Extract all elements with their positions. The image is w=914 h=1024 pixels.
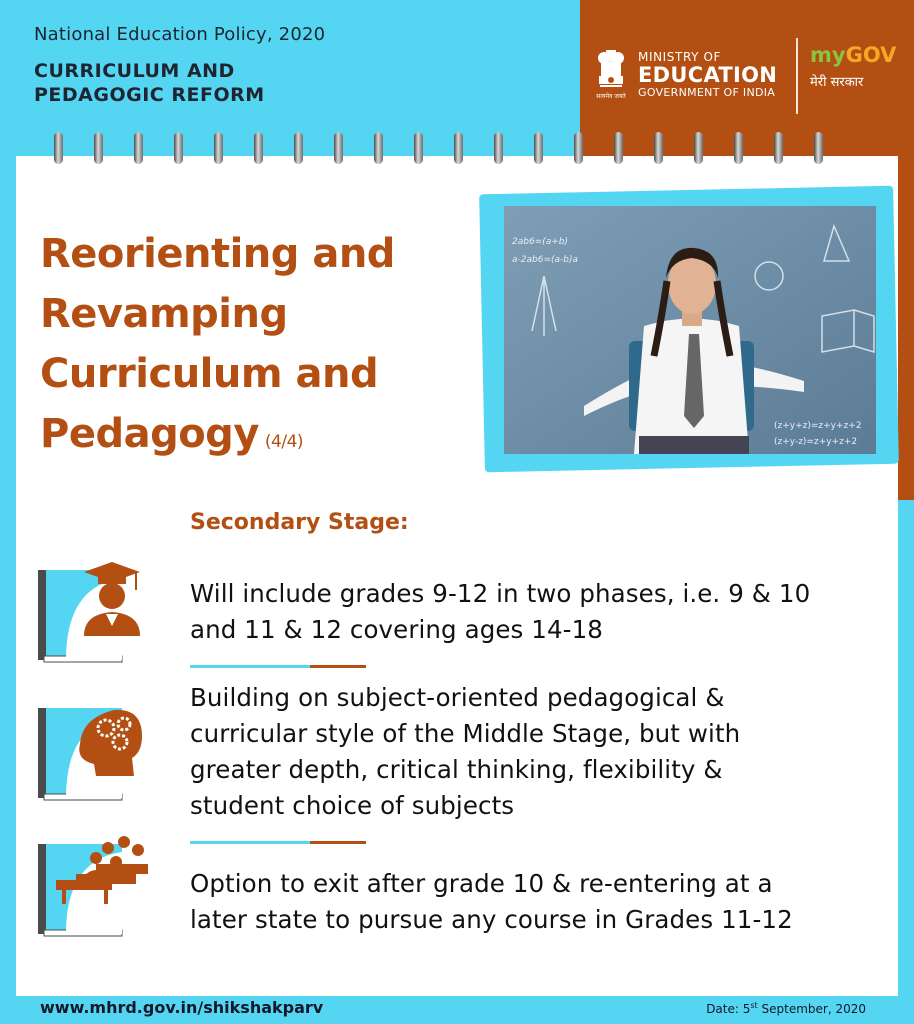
svg-text:(z+y-z)=z+y+z+2: (z+y-z)=z+y+z+2 [774, 437, 858, 447]
title-line2: Revamping [40, 291, 288, 337]
svg-text:a-2ab6=(a-b)a: a-2ab6=(a-b)a [512, 255, 578, 265]
mygov-gov: GOV [845, 43, 897, 67]
section-heading: Secondary Stage: [190, 510, 409, 535]
mygov-my: my [810, 43, 846, 67]
header-title-line1: CURRICULUM AND [34, 60, 235, 82]
page-title [40, 224, 440, 472]
mygov-logo [810, 44, 896, 90]
header-title-line2: PEDAGOGIC REFORM [34, 84, 265, 106]
ministry-line2: EDUCATION [638, 63, 778, 87]
list-item-text-2: Building on subject-oriented pedagogical & curricular style of the Middle Stage, but with greater depth, critical thinking, flexibility & student choice of subjects [190, 683, 741, 820]
title-line1: Reorienting and [40, 231, 395, 277]
ministry-line1: MINISTRY OF [638, 50, 722, 64]
svg-text:2ab6=(a+b): 2ab6=(a+b) [512, 237, 569, 247]
spiral-binding [54, 132, 834, 168]
footer-date: Date: 5st September, 2020 [706, 1001, 866, 1016]
classroom-icon [36, 830, 154, 940]
ministry-line3: GOVERNMENT OF INDIA [638, 86, 776, 99]
student-illustration [504, 206, 876, 454]
item-separator-2 [190, 841, 366, 844]
header-title [34, 59, 325, 107]
title-line3: Curriculum and [40, 351, 379, 397]
logo-divider [796, 38, 798, 114]
emblem-caption: सत्यमेव जयते [596, 93, 626, 100]
ministry-logo-text [638, 50, 777, 100]
footer-url[interactable]: www.mhrd.gov.in/shikshakparv [40, 998, 324, 1017]
policy-subtitle: National Education Policy, 2020 [34, 24, 326, 45]
list-item-text-3: Option to exit after grade 10 & re-entering at a later state to pursue any course in Grades 11-12 [190, 869, 793, 934]
graduate-icon [36, 556, 144, 666]
title-line4: Pedagogy [40, 411, 259, 457]
head-gears-icon [36, 694, 144, 804]
part-label: (4/4) [264, 432, 304, 452]
mygov-tagline: मेरी सरकार [810, 75, 864, 90]
list-item-text-1: Will include grades 9-12 in two phases, i.e. 9 & 10 and 11 & 12 covering ages 14-18 [190, 579, 811, 644]
item-separator-1 [190, 665, 366, 668]
student-photo [482, 190, 896, 468]
national-emblem-icon [594, 46, 628, 104]
svg-text:(z+y+z)=z+y+z+2: (z+y+z)=z+y+z+2 [774, 421, 862, 431]
header-text-block [34, 24, 325, 107]
